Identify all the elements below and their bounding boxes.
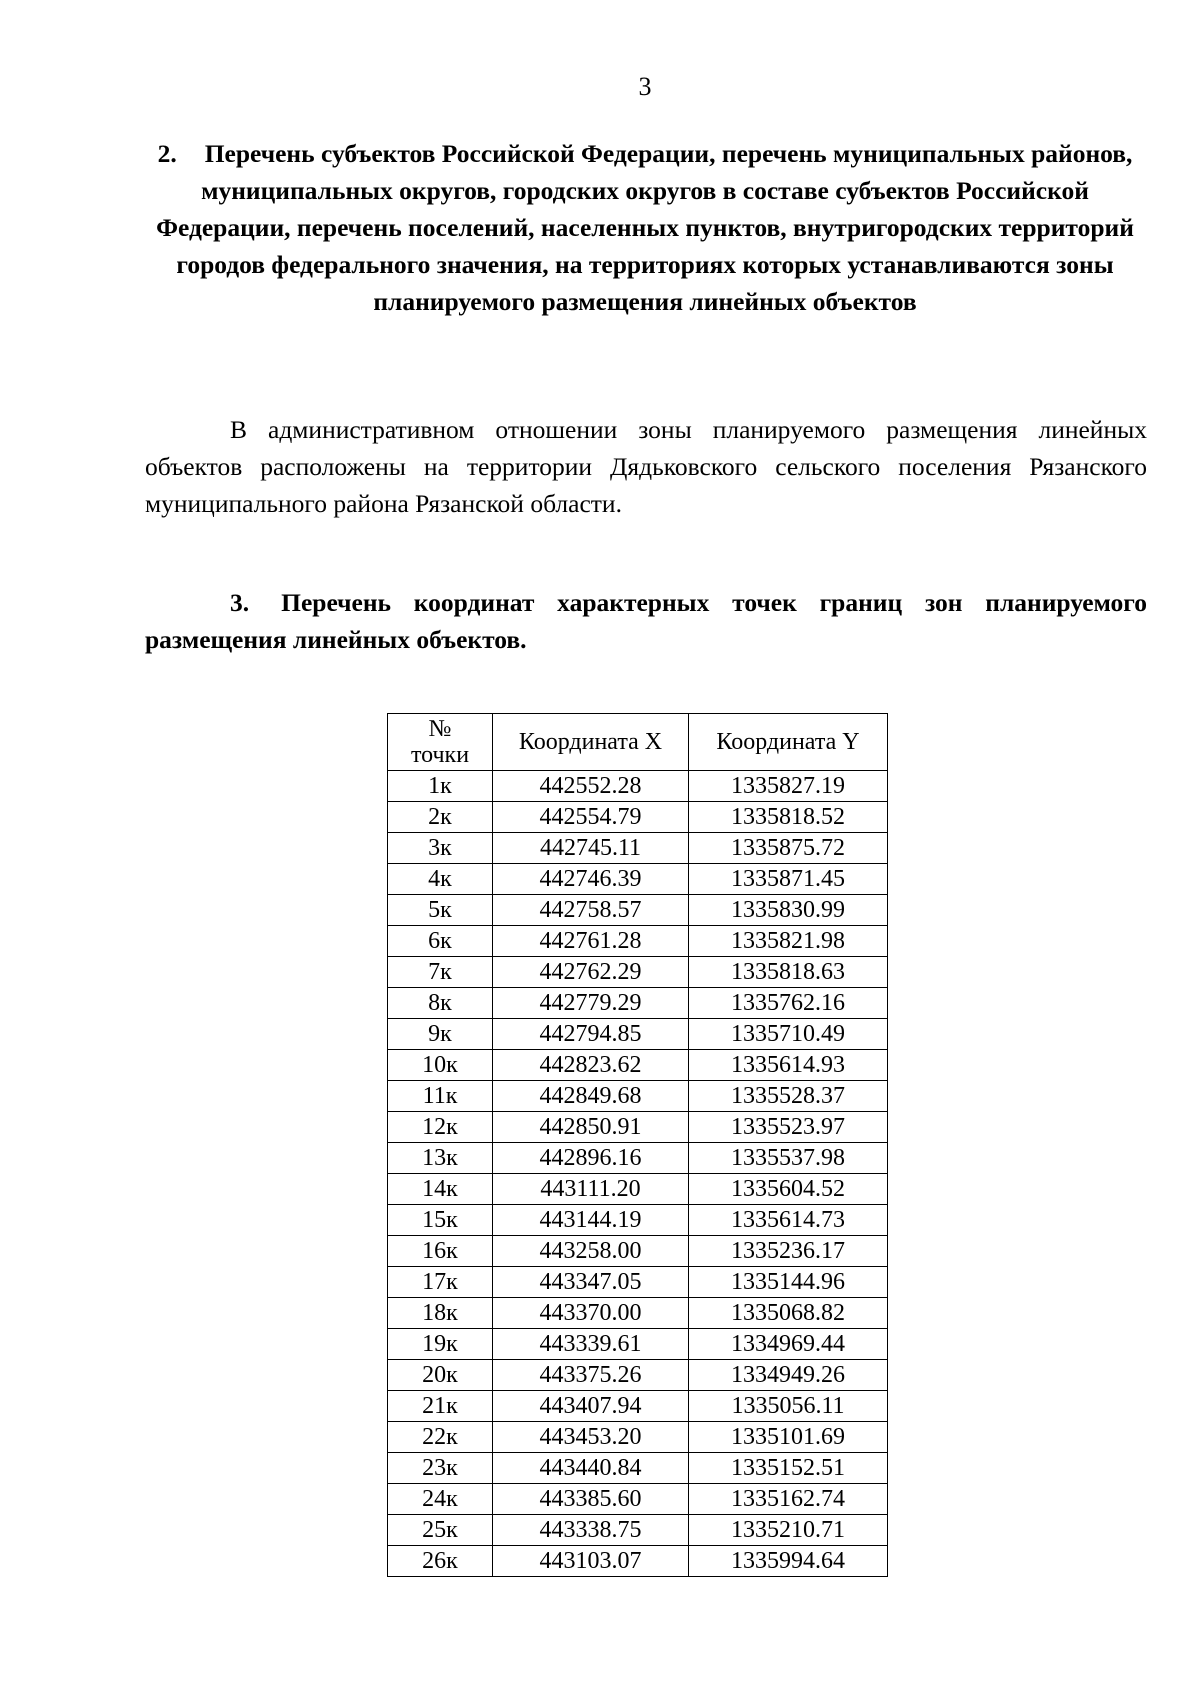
- table-row: [388, 1298, 888, 1329]
- table-row: [388, 988, 888, 1019]
- coordinate-x-cell: 442746.39: [493, 864, 689, 895]
- coordinate-x-cell: 442794.85: [493, 1019, 689, 1050]
- point-number-header-word: точки: [410, 742, 470, 768]
- coordinate-y-cell: 1335537.98: [689, 1143, 888, 1174]
- coordinate-y-cell: 1335614.73: [689, 1205, 888, 1236]
- point-number-cell: 6к: [388, 926, 493, 957]
- point-number-cell: 12к: [388, 1112, 493, 1143]
- table-row: [388, 864, 888, 895]
- table-row: [388, 1112, 888, 1143]
- table-row: [388, 833, 888, 864]
- coordinate-x-cell: 443258.00: [493, 1236, 689, 1267]
- coordinate-x-cell: 442849.68: [493, 1081, 689, 1112]
- coordinate-x-cell: 442779.29: [493, 988, 689, 1019]
- coordinate-y-cell: 1335236.17: [689, 1236, 888, 1267]
- table-row: [388, 802, 888, 833]
- coordinate-y-cell: 1335818.52: [689, 802, 888, 833]
- coordinate-x-cell: 442554.79: [493, 802, 689, 833]
- point-number-cell: 21к: [388, 1391, 493, 1422]
- coordinate-x-cell: 442745.11: [493, 833, 689, 864]
- coordinate-x-cell: 443103.07: [493, 1546, 689, 1577]
- table-row: [388, 1019, 888, 1050]
- table-row: [388, 1329, 888, 1360]
- point-number-cell: 14к: [388, 1174, 493, 1205]
- coordinate-x-cell: 442552.28: [493, 771, 689, 802]
- section-2-heading: [145, 135, 1145, 320]
- section-3-number: 3.: [230, 588, 250, 617]
- table-row: [388, 1360, 888, 1391]
- coordinate-y-cell: 1334949.26: [689, 1360, 888, 1391]
- coordinate-y-cell: 1335604.52: [689, 1174, 888, 1205]
- section-2-number: 2.: [157, 139, 177, 168]
- point-number-cell: 25к: [388, 1515, 493, 1546]
- point-number-cell: 20к: [388, 1360, 493, 1391]
- table-row: [388, 895, 888, 926]
- coordinate-y-cell: 1335101.69: [689, 1422, 888, 1453]
- coordinate-y-cell: 1335152.51: [689, 1453, 888, 1484]
- coordinate-y-cell: 1335827.19: [689, 771, 888, 802]
- table-row: [388, 1267, 888, 1298]
- coordinate-x-cell: 443347.05: [493, 1267, 689, 1298]
- table-row: [388, 1143, 888, 1174]
- point-number-header-symbol: №: [428, 716, 452, 742]
- coordinate-y-cell: 1335144.96: [689, 1267, 888, 1298]
- coordinate-y-cell: 1334969.44: [689, 1329, 888, 1360]
- table-row: [388, 1422, 888, 1453]
- point-number-cell: 2к: [388, 802, 493, 833]
- coordinate-x-cell: 443407.94: [493, 1391, 689, 1422]
- coordinate-x-cell: 442761.28: [493, 926, 689, 957]
- coordinate-y-cell: 1335871.45: [689, 864, 888, 895]
- coordinate-x-cell: 443339.61: [493, 1329, 689, 1360]
- point-number-cell: 9к: [388, 1019, 493, 1050]
- point-number-cell: 5к: [388, 895, 493, 926]
- point-number-cell: 4к: [388, 864, 493, 895]
- coordinate-x-cell: 442823.62: [493, 1050, 689, 1081]
- point-number-cell: 11к: [388, 1081, 493, 1112]
- coordinate-x-header: Координата X: [493, 714, 689, 771]
- coordinate-x-cell: 443144.19: [493, 1205, 689, 1236]
- point-number-cell: 8к: [388, 988, 493, 1019]
- coordinate-y-cell: 1335528.37: [689, 1081, 888, 1112]
- table-row: [388, 1391, 888, 1422]
- coordinate-x-cell: 442896.16: [493, 1143, 689, 1174]
- coordinate-y-header: Координата Y: [689, 714, 888, 771]
- table-row: [388, 1546, 888, 1577]
- point-number-cell: 16к: [388, 1236, 493, 1267]
- table-row: [388, 1174, 888, 1205]
- table-row: [388, 1484, 888, 1515]
- point-number-cell: 22к: [388, 1422, 493, 1453]
- coordinate-x-cell: 443370.00: [493, 1298, 689, 1329]
- table-row: [388, 1236, 888, 1267]
- coordinate-y-cell: 1335818.63: [689, 957, 888, 988]
- coordinates-table: [387, 713, 888, 1577]
- point-number-cell: 3к: [388, 833, 493, 864]
- coordinate-y-cell: 1335523.97: [689, 1112, 888, 1143]
- coordinates-table-body: [388, 771, 888, 1577]
- table-row: [388, 1050, 888, 1081]
- coordinate-y-cell: 1335614.93: [689, 1050, 888, 1081]
- coordinate-y-cell: 1335056.11: [689, 1391, 888, 1422]
- section-3-heading: [145, 584, 1147, 658]
- coordinate-y-cell: 1335821.98: [689, 926, 888, 957]
- table-row: [388, 957, 888, 988]
- coordinate-y-cell: 1335068.82: [689, 1298, 888, 1329]
- point-number-cell: 10к: [388, 1050, 493, 1081]
- table-row: [388, 926, 888, 957]
- coordinate-y-cell: 1335762.16: [689, 988, 888, 1019]
- point-number-cell: 13к: [388, 1143, 493, 1174]
- coordinate-x-cell: 442762.29: [493, 957, 689, 988]
- coordinate-y-cell: 1335162.74: [689, 1484, 888, 1515]
- coordinate-y-cell: 1335710.49: [689, 1019, 888, 1050]
- coordinate-x-cell: 443375.26: [493, 1360, 689, 1391]
- coordinate-x-cell: 442850.91: [493, 1112, 689, 1143]
- section-2-title: Перечень субъектов Российской Федерации, перечень муниципальных районов, муниципальных округов, городских округов в составе субъектов Российской Федерации, перечень поселений, населенных пунктов, внутригородских территорий городов федерального значения, на территориях которых устанавливаются зоны планируемого размещения линейных объектов: [156, 139, 1134, 316]
- coordinate-y-cell: 1335994.64: [689, 1546, 888, 1577]
- point-number-cell: 15к: [388, 1205, 493, 1236]
- point-number-cell: 18к: [388, 1298, 493, 1329]
- coordinate-y-cell: 1335210.71: [689, 1515, 888, 1546]
- table-row: [388, 771, 888, 802]
- coordinate-x-cell: 443440.84: [493, 1453, 689, 1484]
- point-number-cell: 7к: [388, 957, 493, 988]
- point-number-cell: 19к: [388, 1329, 493, 1360]
- administrative-location-paragraph: В административном отношении зоны планируемого размещения линейных объектов расположены на территории Дядьковского сельского поселения Рязанского муниципального района Рязанской области.: [145, 415, 1147, 518]
- coordinate-x-cell: 443385.60: [493, 1484, 689, 1515]
- coordinate-x-cell: 442758.57: [493, 895, 689, 926]
- table-row: [388, 1081, 888, 1112]
- coordinate-x-cell: 443338.75: [493, 1515, 689, 1546]
- point-number-cell: 24к: [388, 1484, 493, 1515]
- section-3-title: Перечень координат характерных точек границ зон планируемого размещения линейных объектов.: [145, 588, 1147, 654]
- coordinate-y-cell: 1335830.99: [689, 895, 888, 926]
- table-header-row: [388, 714, 888, 771]
- point-number-cell: 17к: [388, 1267, 493, 1298]
- coordinate-y-cell: 1335875.72: [689, 833, 888, 864]
- coordinate-x-cell: 443453.20: [493, 1422, 689, 1453]
- point-number-cell: 1к: [388, 771, 493, 802]
- point-number-cell: 26к: [388, 1546, 493, 1577]
- table-row: [388, 1453, 888, 1484]
- table-row: [388, 1205, 888, 1236]
- page-number: 3: [638, 72, 652, 101]
- coordinate-x-cell: 443111.20: [493, 1174, 689, 1205]
- table-row: [388, 1515, 888, 1546]
- point-number-header: [388, 714, 493, 771]
- point-number-cell: 23к: [388, 1453, 493, 1484]
